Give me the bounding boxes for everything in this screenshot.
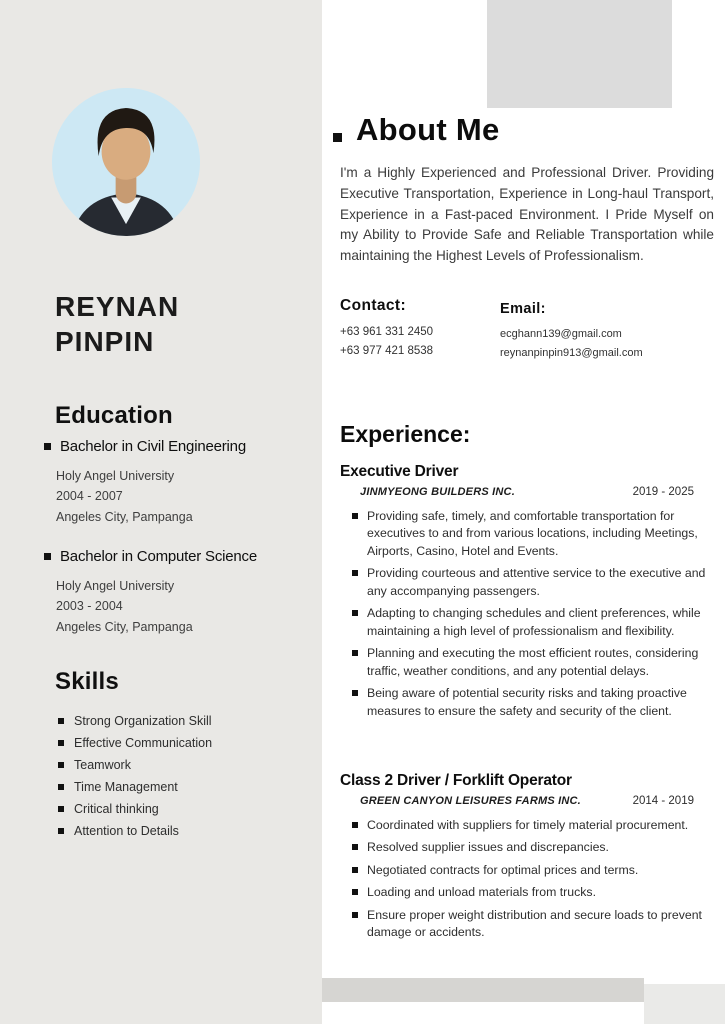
job-bullet-text: Providing safe, timely, and comfortable transportation for executives to and from various locations, including Meetings, Airports, Casino, Hotel and Events.	[367, 509, 698, 558]
decorative-gray-block-top	[487, 0, 672, 108]
job-bullet	[352, 565, 716, 600]
skills-list	[58, 714, 308, 846]
job-title: Executive Driver	[340, 463, 459, 480]
about-heading: About Me	[356, 112, 500, 147]
education-details	[56, 576, 310, 637]
job-bullet	[352, 907, 716, 942]
square-bullet-icon	[44, 443, 51, 450]
education-location: Angeles City, Pampanga	[56, 619, 193, 634]
company-name: JINMYEONG BUILDERS INC.	[360, 486, 515, 498]
job-bullet-text: Loading and unload materials from trucks.	[367, 885, 596, 900]
job-bullet-list	[340, 817, 716, 942]
job-years: 2019 - 2025	[632, 486, 694, 498]
square-bullet-icon	[58, 740, 64, 746]
square-bullet-icon	[44, 553, 51, 560]
education-location: Angeles City, Pampanga	[56, 509, 193, 524]
job-bullet	[352, 685, 716, 720]
skill-label: Critical thinking	[74, 802, 159, 816]
experience-heading: Experience:	[340, 421, 471, 447]
square-bullet-icon	[58, 762, 64, 768]
email-heading: Email:	[500, 301, 546, 317]
skill-label: Strong Organization Skill	[74, 714, 212, 728]
job-bullet-text: Ensure proper weight distribution and secure loads to prevent damage or accidents.	[367, 907, 702, 940]
name-line-2: PINPIN	[55, 325, 155, 357]
job-bullet	[352, 605, 716, 640]
job-bullet-text: Coordinated with suppliers for timely material procurement.	[367, 818, 689, 832]
job-subrow	[340, 795, 716, 807]
about-body-text: I'm a Highly Experienced and Professional Driver. Providing Executive Transportation, Experience in Long-haul Transport, Experience in a Fast-paced Environment. I Pride Myself on my Ability to Provide Safe and Reliable Transportation while maintaining the Highest Levels of Professionalism.	[340, 165, 714, 264]
square-bullet-icon	[352, 513, 358, 519]
square-bullet-icon	[352, 912, 358, 918]
job-bullet-text: Adapting to changing schedules and client preferences, while maintaining a high level of professionalism and flexibility.	[367, 606, 701, 638]
school-name: Holy Angel University	[56, 579, 175, 593]
skill-label: Attention to Details	[74, 824, 179, 838]
square-bullet-icon	[352, 570, 358, 576]
education-heading: Education	[55, 402, 173, 429]
job-bullet	[352, 817, 716, 834]
degree-title: Bachelor in Computer Science	[60, 548, 258, 565]
square-bullet-icon	[352, 610, 358, 616]
skill-label: Teamwork	[74, 758, 131, 772]
skill-item	[58, 736, 308, 750]
job-subrow	[340, 486, 716, 498]
skill-label: Effective Communication	[74, 736, 213, 750]
job-bullet	[352, 862, 716, 879]
job-bullet	[352, 884, 716, 901]
education-entry	[44, 438, 310, 527]
phone-number: +63 977 421 8538	[340, 344, 434, 357]
job-bullet	[352, 839, 716, 856]
job-bullet-text: Providing courteous and attentive service to the executive and any accompanying passengers.	[367, 566, 706, 598]
job-bullet-text: Planning and executing the most efficient routes, considering traffic, weather conditions, and any potential delays.	[367, 646, 699, 678]
decorative-gray-strip-bottom	[322, 978, 644, 1002]
school-name: Holy Angel University	[56, 469, 175, 483]
education-years: 2003 - 2004	[56, 599, 123, 614]
about-accent-square-icon	[333, 133, 342, 142]
square-bullet-icon	[58, 828, 64, 834]
job-title: Class 2 Driver / Forklift Operator	[340, 772, 572, 789]
job-bullet-text: Resolved supplier issues and discrepancies.	[367, 840, 609, 855]
square-bullet-icon	[58, 784, 64, 790]
education-entry	[44, 548, 310, 637]
skill-item	[58, 780, 308, 794]
experience-entry	[340, 463, 716, 725]
skills-heading: Skills	[55, 668, 119, 695]
education-details	[56, 466, 310, 527]
square-bullet-icon	[58, 718, 64, 724]
sidebar	[0, 0, 322, 1024]
degree-row	[44, 548, 310, 565]
square-bullet-icon	[352, 889, 358, 895]
email-section	[500, 301, 643, 364]
education-years: 2004 - 2007	[56, 489, 123, 504]
avatar-icon	[52, 88, 200, 236]
job-bullet	[352, 508, 716, 560]
job-bullet-list	[340, 508, 716, 720]
phone-number: +63 961 331 2450	[340, 326, 434, 338]
skill-item	[58, 802, 308, 816]
candidate-name	[55, 290, 179, 359]
square-bullet-icon	[58, 806, 64, 812]
decorative-gray-block-corner	[644, 984, 725, 1024]
square-bullet-icon	[352, 690, 358, 696]
name-line-1: REYNAN	[55, 291, 180, 322]
square-bullet-icon	[352, 822, 358, 828]
job-years: 2014 - 2019	[632, 795, 694, 807]
contact-heading: Contact:	[340, 297, 407, 314]
square-bullet-icon	[352, 867, 358, 873]
square-bullet-icon	[352, 650, 358, 656]
job-bullet	[352, 645, 716, 680]
square-bullet-icon	[352, 844, 358, 850]
skill-item	[58, 758, 308, 772]
company-name: GREEN CANYON LEISURES FARMS INC.	[360, 795, 581, 807]
degree-title: Bachelor in Civil Engineering	[60, 438, 246, 455]
job-bullet-text: Negotiated contracts for optimal prices and terms.	[367, 862, 639, 877]
skill-item	[58, 824, 308, 838]
experience-entry	[340, 772, 716, 947]
job-bullet-text: Being aware of potential security risks and taking proactive measures to ensure the safety and security of the client.	[367, 686, 687, 718]
email-address: reynanpinpin913@gmail.com	[500, 347, 643, 360]
skill-label: Time Management	[74, 780, 178, 794]
contact-section	[340, 297, 433, 361]
email-address: ecghann139@gmail.com	[500, 328, 622, 340]
skill-item	[58, 714, 308, 728]
profile-photo	[52, 88, 200, 236]
degree-row	[44, 438, 310, 455]
